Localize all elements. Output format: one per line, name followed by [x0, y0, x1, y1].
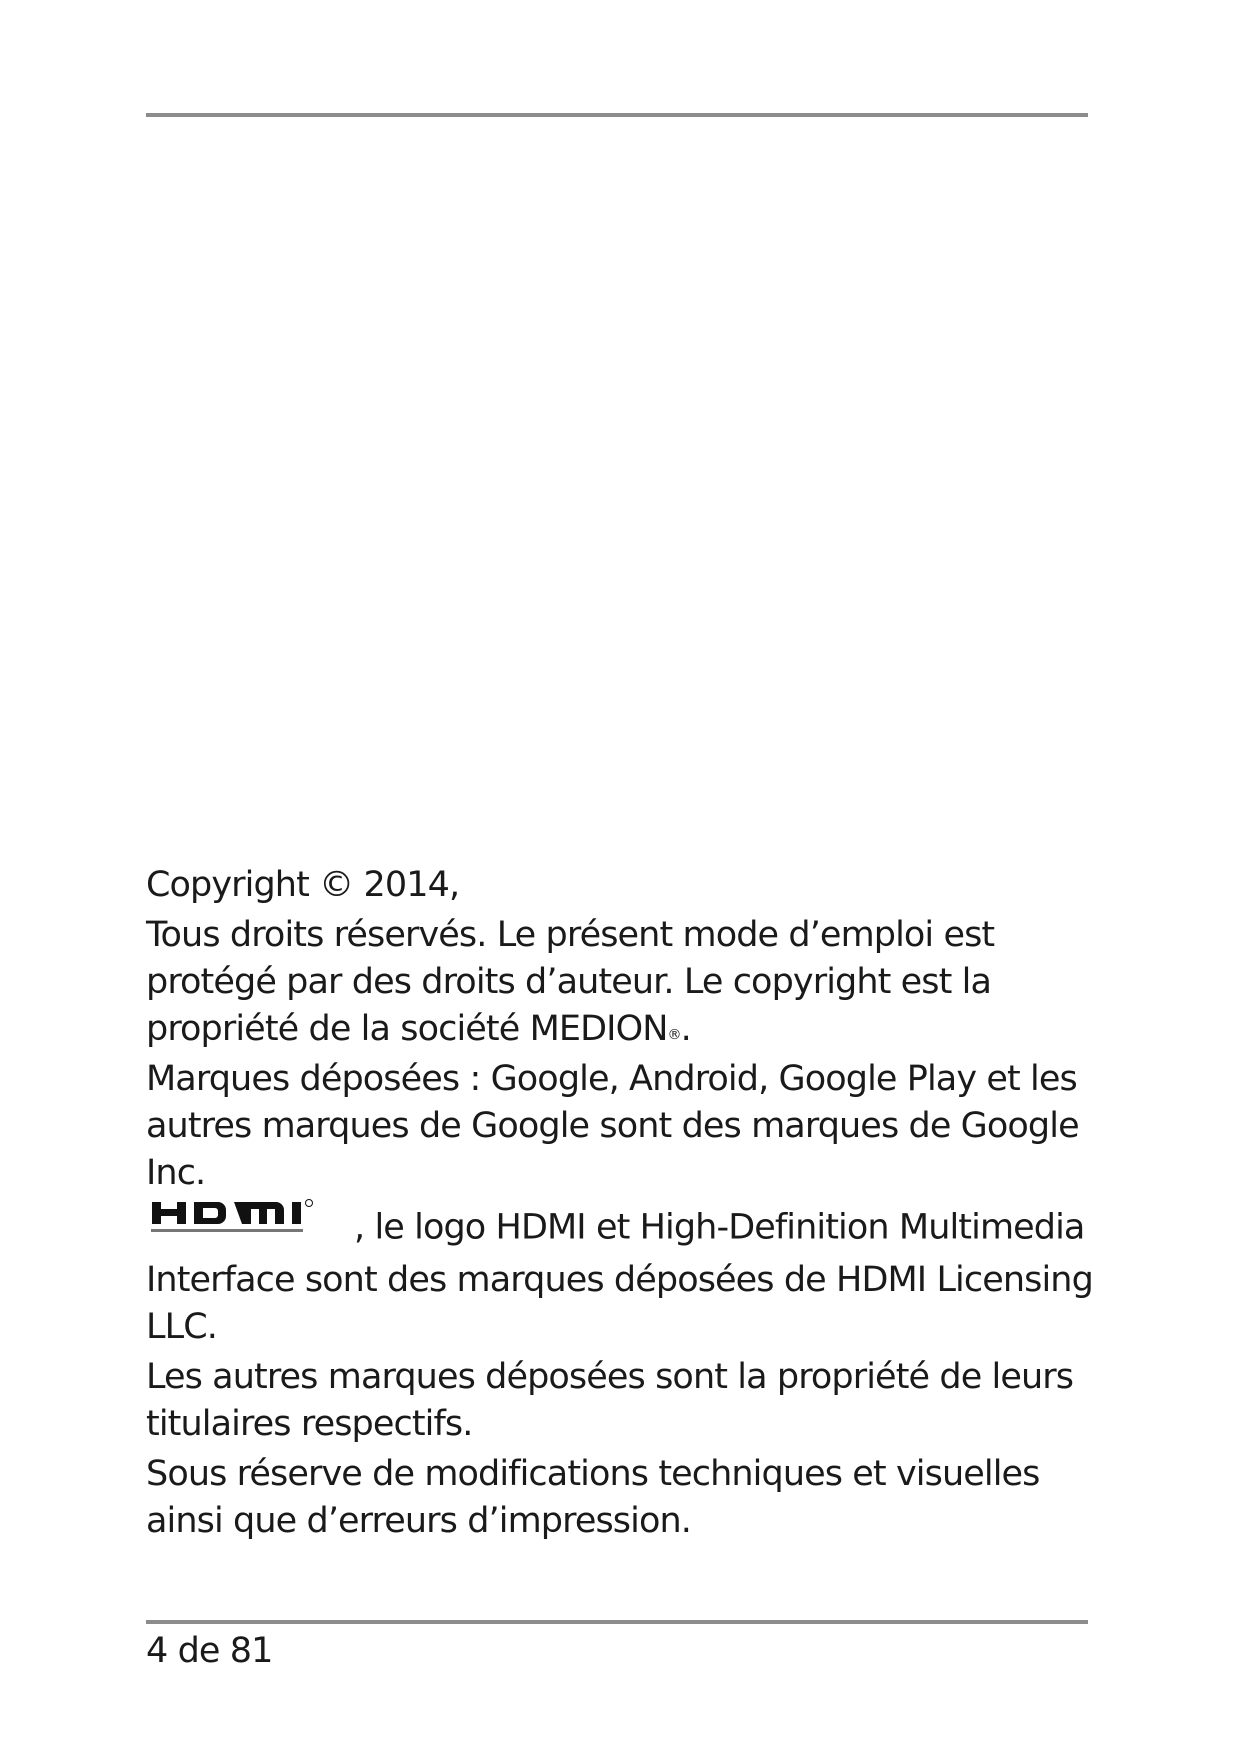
- rights-text: Tous droits réservés. Le présent mode d’emploi est protégé par des droits d’auteur. Le copyright est la propriété de la société MEDION: [146, 915, 995, 1049]
- rights-end: .: [680, 1009, 691, 1049]
- header-rule: [146, 113, 1088, 117]
- hdmi-logo: [146, 1196, 346, 1253]
- other-trademarks: Les autres marques déposées sont la propriété de leurs titulaires respectifs.: [146, 1357, 1074, 1444]
- rights-paragraph: [146, 912, 1106, 1053]
- registered-mark: ®: [667, 1027, 681, 1043]
- page-number: 4 de 81: [146, 1631, 273, 1671]
- disclaimer: Sous réserve de modifications techniques et visuelles ainsi que d’erreurs d’impression.: [146, 1454, 1040, 1541]
- hdmi-paragraph: [146, 1200, 1106, 1351]
- google-trademarks: Marques déposées : Google, Android, Google Play et les autres marques de Google sont des marques de Google Inc.: [146, 1059, 1079, 1193]
- footer-rule: [146, 1620, 1088, 1624]
- hdmi-text: , le logo HDMI et High-Definition Multimedia Interface sont des marques déposées de HDMI Licensing LLC.: [146, 1207, 1093, 1347]
- copyright-block: [146, 862, 1106, 1545]
- copyright-line: Copyright © 2014,: [146, 865, 460, 905]
